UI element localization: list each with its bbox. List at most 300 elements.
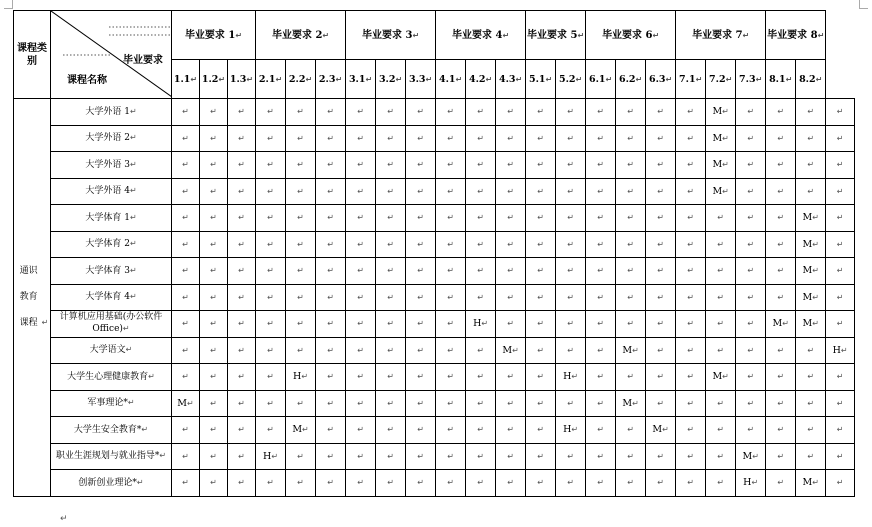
matrix-cell [228,311,256,338]
paragraph-mark: ↵ [182,292,189,302]
paragraph-mark: ↵ [297,133,304,143]
course-name: 大学生安全教育* [73,424,142,435]
paragraph-mark: ↵ [687,213,694,223]
category-header [14,11,51,99]
paragraph-mark: ↵ [567,345,574,355]
paragraph-mark: ↵ [777,372,785,382]
matrix-cell [796,258,826,285]
matrix-cell [796,364,826,391]
matrix-cell [766,205,796,232]
paragraph-mark: ↵ [357,451,364,461]
matrix-cell [526,390,556,417]
requirement-header-label: 毕业要求 7 [692,29,743,41]
matrix-cell [616,258,646,285]
matrix-cell [228,284,256,311]
paragraph-mark: ↵ [327,186,334,196]
matrix-cell [706,470,736,497]
course-name-cell [51,178,172,205]
paragraph-mark: ↵ [182,133,189,143]
matrix-cell [706,311,736,338]
support-level-mark: M [802,291,813,303]
course-name-cell [51,364,172,391]
matrix-cell [406,417,436,444]
matrix-cell [736,99,766,126]
matrix-cell [172,205,200,232]
matrix-cell [676,390,706,417]
sub-requirement-header [256,60,286,99]
matrix-cell [646,231,676,258]
matrix-cell [586,337,616,364]
matrix-cell [766,390,796,417]
paragraph-mark: ↵ [327,451,334,461]
paragraph-mark: ↵ [635,74,643,84]
requirement-header [676,11,766,60]
matrix-cell [766,470,796,497]
paragraph-mark: ↵ [815,74,823,84]
sub-requirement-header [646,60,676,99]
matrix-cell [376,231,406,258]
matrix-cell [316,337,346,364]
paragraph-mark: ↵ [187,398,194,408]
matrix-cell [676,258,706,285]
sub-requirement-label: 6.3 [649,73,666,85]
paragraph-mark: ↵ [747,345,755,355]
matrix-cell [676,443,706,470]
paragraph-mark: ↵ [267,292,274,302]
requirement-header [436,11,526,60]
paragraph-mark: ↵ [447,425,454,435]
matrix-cell [526,337,556,364]
matrix-cell [256,152,286,179]
sub-requirement-header [406,60,436,99]
matrix-cell [286,470,316,497]
matrix-cell [826,390,855,417]
paragraph-mark: ↵ [507,372,514,382]
paragraph-mark: ↵ [238,107,245,117]
paragraph-mark: ↵ [687,266,694,276]
paragraph-mark: ↵ [537,372,544,382]
paragraph-mark: ↵ [597,451,604,461]
matrix-cell [172,284,200,311]
matrix-cell [676,337,706,364]
matrix-cell [706,284,736,311]
paragraph-mark: ↵ [267,213,274,223]
matrix-cell [586,99,616,126]
paragraph-mark: ↵ [657,478,664,488]
sub-requirement-header [676,60,706,99]
course-name: 大学语文 [89,345,126,356]
sub-requirement-header [526,60,556,99]
paragraph-mark: ↵ [210,398,217,408]
paragraph-mark: ↵ [627,160,634,170]
matrix-cell [496,337,526,364]
matrix-cell [556,125,586,152]
graduation-requirement-matrix [13,10,855,497]
matrix-cell [616,337,646,364]
sub-requirement-header [586,60,616,99]
paragraph-mark: ↵ [627,107,634,117]
paragraph-mark: ↵ [777,239,785,249]
course-name-cell [51,152,172,179]
matrix-cell [646,417,676,444]
matrix-cell [826,284,855,311]
matrix-cell [556,364,586,391]
paragraph-mark: ↵ [129,159,137,169]
paragraph-mark: ↵ [412,30,420,40]
paragraph-mark: ↵ [447,292,454,302]
matrix-cell [526,258,556,285]
paragraph-mark: ↵ [267,372,274,382]
matrix-cell [586,417,616,444]
matrix-cell [228,364,256,391]
course-name: 大学体育 4 [85,292,130,303]
paragraph-mark: ↵ [836,160,844,170]
paragraph-mark: ↵ [687,160,694,170]
matrix-cell [286,311,316,338]
sub-requirement-label: 3.1 [348,73,366,85]
paragraph-mark: ↵ [597,372,604,382]
paragraph-mark: ↵ [597,292,604,302]
paragraph-mark: ↵ [687,345,694,355]
paragraph-mark: ↵ [417,319,424,329]
paragraph-mark: ↵ [41,318,49,328]
matrix-cell [646,284,676,311]
matrix-cell [646,258,676,285]
matrix-cell [646,337,676,364]
paragraph-mark: ↵ [136,477,144,487]
paragraph-mark: ↵ [182,160,189,170]
paragraph-mark: ↵ [210,319,217,329]
paragraph-mark: ↵ [567,319,574,329]
matrix-cell [406,231,436,258]
matrix-cell [646,311,676,338]
paragraph-mark: ↵ [267,239,274,249]
support-level-mark: H [473,318,482,330]
matrix-cell [586,152,616,179]
paragraph-mark: ↵ [807,398,815,408]
matrix-cell [200,284,228,311]
paragraph-mark: ↵ [357,160,364,170]
table-row [14,390,855,417]
paragraph-mark: ↵ [477,213,484,223]
paragraph-mark: ↵ [327,292,334,302]
paragraph-mark: ↵ [747,319,755,329]
paragraph-mark: ↵ [575,74,583,84]
paragraph-mark: ↵ [812,266,819,276]
paragraph-mark: ↵ [447,398,454,408]
matrix-cell [736,470,766,497]
paragraph-mark: ↵ [235,30,243,40]
paragraph-mark: ↵ [182,372,189,382]
paragraph-mark: ↵ [537,160,544,170]
paragraph-mark: ↵ [537,133,544,143]
matrix-cell [616,443,646,470]
paragraph-mark: ↵ [657,345,664,355]
paragraph-mark: ↵ [836,133,844,143]
paragraph-mark: ↵ [627,292,634,302]
sub-requirement-label: 7.1 [679,73,696,85]
paragraph-mark: ↵ [357,107,364,117]
paragraph-mark: ↵ [357,345,364,355]
matrix-cell [556,337,586,364]
paragraph-mark: ↵ [357,372,364,382]
paragraph-mark: ↵ [141,424,149,434]
sub-requirement-header [796,60,826,99]
page-corner-mark-right [859,0,868,9]
paragraph-mark: ↵ [417,451,424,461]
matrix-cell [766,364,796,391]
matrix-cell [796,125,826,152]
matrix-cell [706,258,736,285]
course-name-cell [51,284,172,311]
matrix-cell [200,231,228,258]
paragraph-mark: ↵ [210,107,217,117]
matrix-cell [616,178,646,205]
paragraph-mark: ↵ [817,30,825,40]
paragraph-mark: ↵ [632,398,639,408]
paragraph-mark: ↵ [210,345,217,355]
matrix-cell [172,443,200,470]
paragraph-mark: ↵ [60,514,68,524]
matrix-cell [346,231,376,258]
matrix-cell [646,443,676,470]
matrix-cell [556,470,586,497]
paragraph-mark: ↵ [477,398,484,408]
paragraph-mark: ↵ [267,478,274,488]
paragraph-mark: ↵ [297,186,304,196]
matrix-cell [706,231,736,258]
matrix-cell [228,231,256,258]
matrix-cell [706,152,736,179]
paragraph-mark: ↵ [238,239,245,249]
paragraph-mark: ↵ [477,292,484,302]
sub-requirement-label: 4.3 [498,73,516,85]
matrix-cell [256,470,286,497]
matrix-cell [256,364,286,391]
support-level-mark: H [743,477,752,489]
matrix-cell [406,337,436,364]
paragraph-mark: ↵ [357,398,364,408]
matrix-cell [706,205,736,232]
paragraph-mark: ↵ [238,372,245,382]
sub-requirement-label: 8.2 [799,73,816,85]
paragraph-mark: ↵ [267,266,274,276]
matrix-cell [796,284,826,311]
matrix-cell [586,364,616,391]
sub-requirement-label: 4.1 [438,73,456,85]
matrix-cell [466,178,496,205]
matrix-cell [436,311,466,338]
paragraph-mark: ↵ [502,30,510,40]
matrix-cell [616,125,646,152]
support-level-mark: M [802,477,813,489]
paragraph-mark: ↵ [246,74,254,84]
paragraph-mark: ↵ [545,74,553,84]
matrix-cell [736,311,766,338]
paragraph-mark: ↵ [267,398,274,408]
matrix-cell [556,231,586,258]
matrix-cell [346,284,376,311]
paragraph-mark: ↵ [447,451,454,461]
matrix-cell [286,417,316,444]
paragraph-mark: ↵ [387,213,394,223]
paragraph-mark: ↵ [267,107,274,117]
matrix-cell [586,231,616,258]
matrix-cell [376,311,406,338]
matrix-cell [796,205,826,232]
table-row [14,417,855,444]
paragraph-mark: ↵ [485,74,493,84]
requirement-header [346,11,436,60]
sub-requirement-label: 1.2 [201,73,219,85]
matrix-cell [796,231,826,258]
sub-requirement-header [706,60,736,99]
table-row [14,337,855,364]
matrix-cell [616,311,646,338]
matrix-cell [406,311,436,338]
matrix-cell [676,311,706,338]
matrix-cell [316,258,346,285]
paragraph-mark: ↵ [327,319,334,329]
matrix-cell [526,417,556,444]
requirement-header-label: 毕业要求 1 [184,29,236,41]
paragraph-mark: ↵ [717,319,724,329]
matrix-cell [172,390,200,417]
paragraph-mark: ↵ [687,398,694,408]
matrix-cell [586,205,616,232]
paragraph-mark: ↵ [357,213,364,223]
matrix-cell [706,443,736,470]
matrix-cell [228,390,256,417]
paragraph-mark: ↵ [417,398,424,408]
paragraph-mark: ↵ [657,133,664,143]
paragraph-mark: ↵ [238,292,245,302]
matrix-cell [228,205,256,232]
paragraph-mark: ↵ [777,213,785,223]
matrix-cell [316,125,346,152]
paragraph-mark: ↵ [836,451,844,461]
matrix-cell [406,284,436,311]
paragraph-mark: ↵ [238,160,245,170]
paragraph-mark: ↵ [755,74,763,84]
matrix-cell [826,231,855,258]
sub-requirement-label: 8.1 [769,73,786,85]
matrix-cell [526,364,556,391]
paragraph-mark: ↵ [417,160,424,170]
matrix-cell [172,470,200,497]
paragraph-mark: ↵ [717,292,724,302]
matrix-cell [228,99,256,126]
matrix-cell [826,258,855,285]
matrix-cell [676,417,706,444]
matrix-cell [346,178,376,205]
sub-requirement-label: 2.1 [258,73,276,85]
paragraph-mark: ↵ [447,239,454,249]
support-level-mark: M [712,185,723,197]
matrix-cell [172,311,200,338]
matrix-cell [376,470,406,497]
matrix-cell [526,311,556,338]
paragraph-mark: ↵ [747,213,755,223]
paragraph-mark: ↵ [387,160,394,170]
matrix-cell [172,231,200,258]
paragraph-mark: ↵ [836,266,844,276]
paragraph-mark: ↵ [210,372,217,382]
paragraph-mark: ↵ [387,372,394,382]
matrix-cell [556,99,586,126]
paragraph-mark: ↵ [182,266,189,276]
sub-requirement-label: 7.3 [739,73,756,85]
course-name: 职业生涯规划与就业指导* [55,451,160,462]
paragraph-mark: ↵ [597,186,604,196]
paragraph-mark: ↵ [687,478,694,488]
paragraph-mark: ↵ [327,372,334,382]
paragraph-mark: ↵ [387,266,394,276]
paragraph-mark: ↵ [302,425,309,435]
requirement-header-label: 毕业要求 8 [767,29,818,41]
paragraph-mark: ↵ [567,239,574,249]
paragraph-mark: ↵ [747,372,755,382]
matrix-cell [586,178,616,205]
table-row [14,470,855,497]
matrix-cell [556,284,586,311]
matrix-cell [228,417,256,444]
paragraph-mark: ↵ [297,319,304,329]
matrix-cell [256,205,286,232]
paragraph-mark: ↵ [537,425,544,435]
paragraph-mark: ↵ [507,478,514,488]
matrix-cell [436,99,466,126]
matrix-cell [172,125,200,152]
paragraph-mark: ↵ [597,133,604,143]
paragraph-mark: ↵ [657,239,664,249]
paragraph-mark: ↵ [417,133,424,143]
matrix-cell [406,470,436,497]
paragraph-mark: ↵ [507,239,514,249]
matrix-cell [466,231,496,258]
table-row [14,443,855,470]
matrix-cell [286,231,316,258]
matrix-cell [200,443,228,470]
matrix-cell [496,390,526,417]
paragraph-mark: ↵ [182,345,189,355]
sub-requirement-header [496,60,526,99]
matrix-cell [766,231,796,258]
matrix-cell [200,390,228,417]
matrix-cell [556,390,586,417]
paragraph-mark: ↵ [657,451,664,461]
category-header-label: 课程类别 [17,42,47,67]
paragraph-mark: ↵ [297,398,304,408]
matrix-cell [556,178,586,205]
matrix-cell [406,152,436,179]
paragraph-mark: ↵ [627,186,634,196]
course-name: 大学外语 3 [85,159,130,170]
matrix-cell [346,125,376,152]
paragraph-mark: ↵ [477,186,484,196]
paragraph-mark: ↵ [387,239,394,249]
matrix-cell [200,417,228,444]
table-row [14,178,855,205]
sub-requirement-label: 1.3 [229,73,247,85]
paragraph-mark: ↵ [210,186,217,196]
paragraph-mark: ↵ [687,292,694,302]
matrix-cell [200,258,228,285]
matrix-cell [526,125,556,152]
paragraph-mark: ↵ [722,133,729,143]
paragraph-mark: ↵ [327,160,334,170]
matrix-cell [796,311,826,338]
